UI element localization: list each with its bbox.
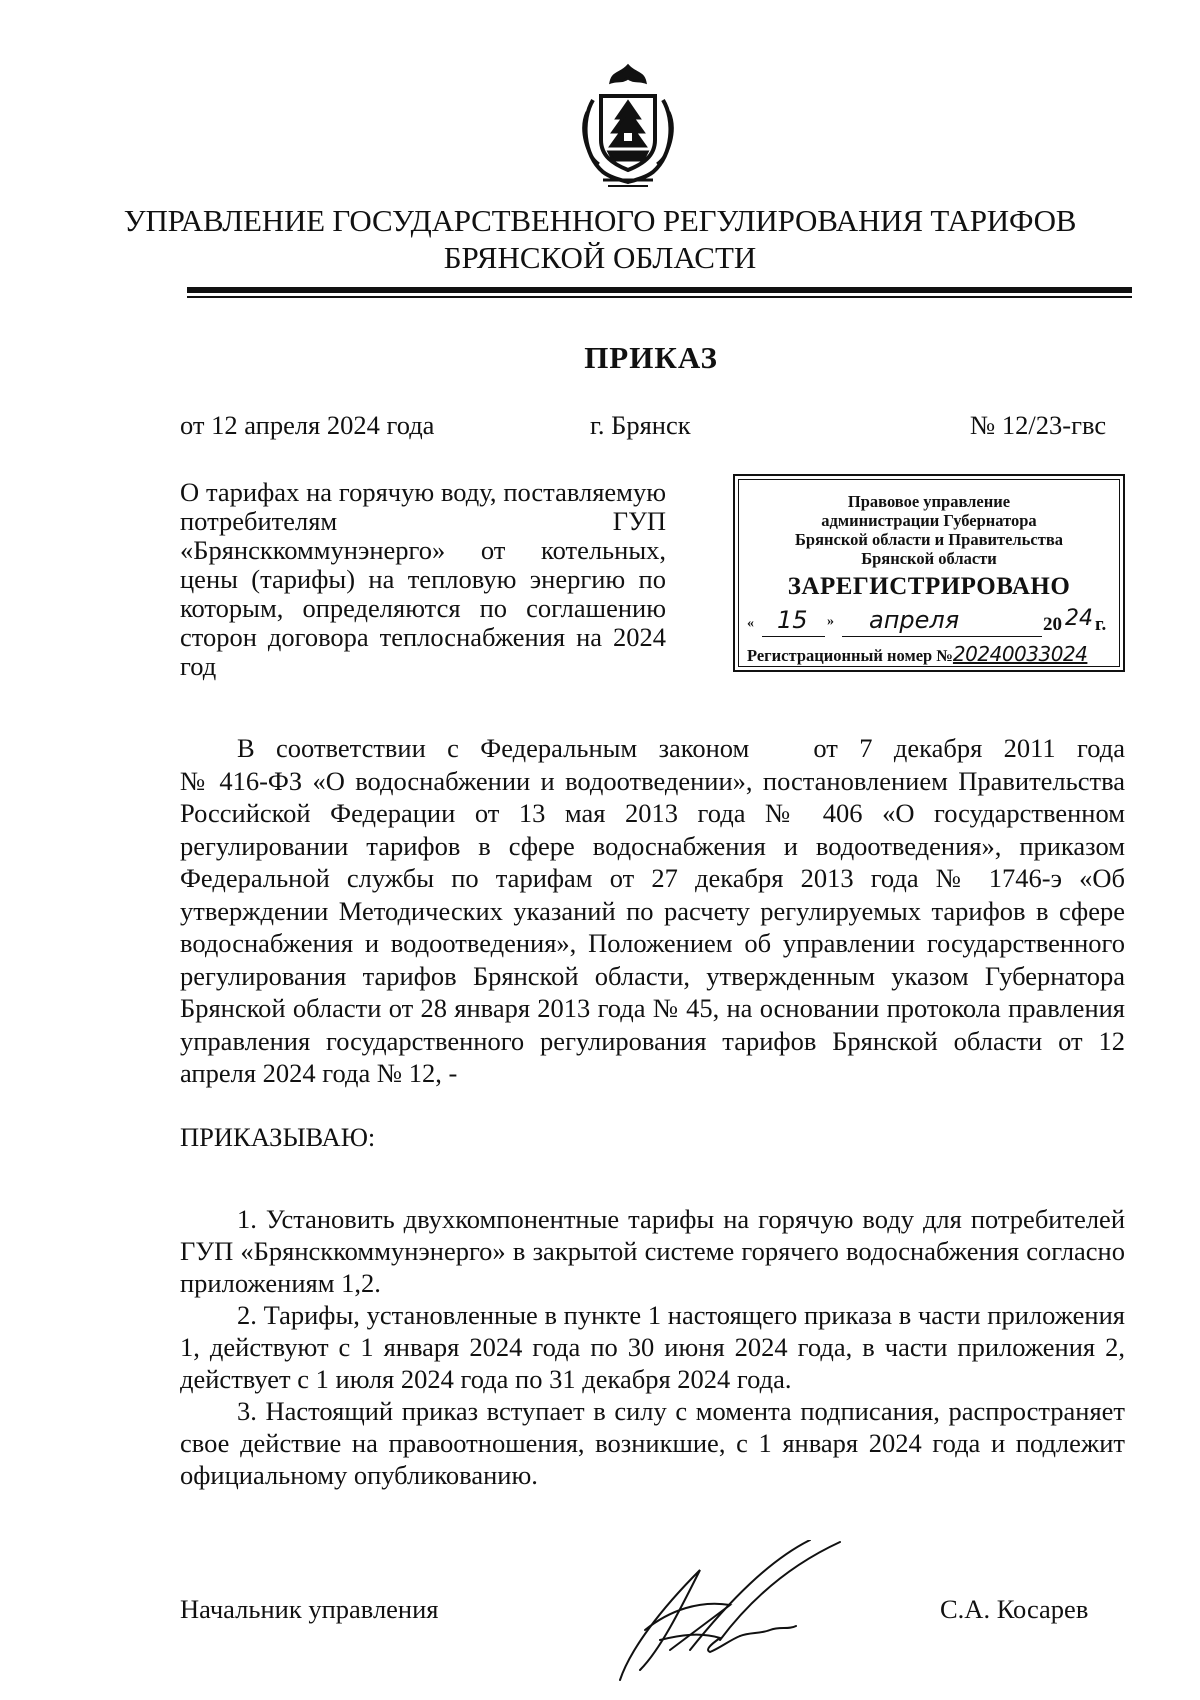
stamp-registration-number: 20240033024 xyxy=(952,642,1088,666)
stamp-month: апреля xyxy=(869,606,960,634)
stamp-registration-label: Регистрационный номер № xyxy=(747,646,953,665)
document-date: от 12 апреля 2024 года xyxy=(180,410,435,440)
preamble-rest: № 416-ФЗ «О водоснабжении и водоотведении», постановлением Правительства Российской Федерации от 13 мая 2013 года № 406 «О государственном регулировании тарифов в сфере водоснабжения и водоотведения», приказом Федеральной службы по тарифам от 27 декабря 2013 года № 1746-э «Об утверждении Методических указаний по расчету регулируемых тарифов в сфере водоснабжения и водоотведения», Положением об управлении государственного регулирования тарифов Брянской области, утвержденным указом Губернатора Брянской области от 28 января 2013 года № 45, на основании протокола правления управления государственного регулирования тарифов Брянской области от 12 апреля 2024 года № 12, - xyxy=(180,765,1125,1088)
document-number: № 12/23-гвс xyxy=(970,410,1107,440)
document-subject: О тарифах на горячую воду, поставляемую потребителям ГУП «Брянсккоммунэнерго» от котельных, цены (тарифы) на тепловую энергию по которым, определяются по соглашению сторон договора теплоснабжения на 2024 год xyxy=(180,477,666,681)
stamp-year-suffix: 24 xyxy=(1065,606,1093,631)
header-rule-thin xyxy=(187,296,1132,298)
preamble-paragraph xyxy=(180,732,1125,1090)
order-word: ПРИКАЗЫВАЮ: xyxy=(180,1122,376,1152)
order-item-2: 2. Тарифы, установленные в пункте 1 настоящего приказа в части приложения 1, действуют с 1 января 2024 года по 30 июня 2024 года, в части приложения 2, действует с 1 июля 2024 года по 31 декабря 2024 года. xyxy=(180,1300,1125,1394)
preamble-first-line xyxy=(180,732,1125,765)
stamp-registered: ЗАРЕГИСТРИРОВАНО xyxy=(787,573,1071,600)
document-city: г. Брянск xyxy=(590,410,691,440)
stamp-org-line4: Брянской области xyxy=(861,549,997,568)
coat-of-arms-icon xyxy=(573,60,683,190)
stamp-quote-open: « xyxy=(747,616,754,631)
organization-name-line1: УПРАВЛЕНИЕ ГОСУДАРСТВЕННОГО РЕГУЛИРОВАНИЯ ТАРИФОВ xyxy=(123,203,1077,238)
stamp-year-prefix: 20 xyxy=(1043,614,1062,635)
stamp-year-unit: г. xyxy=(1095,614,1107,635)
stamp-day-underline xyxy=(762,636,825,637)
organization-name-line2: БРЯНСКОЙ ОБЛАСТИ xyxy=(443,240,757,275)
stamp-org-line1: Правовое управление xyxy=(847,492,1011,511)
document-title: ПРИКАЗ xyxy=(584,340,718,375)
header-rule-thick xyxy=(187,287,1132,293)
stamp-day: 15 xyxy=(777,606,808,634)
stamp-month-underline xyxy=(842,636,1042,637)
stamp-org-line2: администрации Губернатора xyxy=(821,511,1037,530)
order-item-1: 1. Установить двухкомпонентные тарифы на горячую воду для потребителей ГУП «Брянсккоммунэнерго» в закрытой системе горячего водоснабжения согласно приложениям 1,2. xyxy=(180,1204,1125,1298)
handwritten-signature-icon xyxy=(600,1540,880,1700)
signatory-name: С.А. Косарев xyxy=(940,1594,1089,1624)
registration-stamp xyxy=(733,474,1125,672)
signatory-position: Начальник управления xyxy=(180,1594,439,1624)
preamble-line1-part1: В соответствии с Федеральным законом xyxy=(237,733,750,763)
stamp-registration-row xyxy=(747,642,1087,666)
order-item-3: 3. Настоящий приказ вступает в силу с момента подписания, распространяет свое действие на правоотношения, возникшие, с 1 января 2024 года и подлежит официальному опубликованию. xyxy=(180,1396,1125,1490)
stamp-quote-close: » xyxy=(827,614,834,629)
order-items xyxy=(180,1203,1125,1491)
stamp-org-line3: Брянской области и Правительства xyxy=(795,530,1063,549)
stamp-date-row xyxy=(747,606,1117,640)
preamble-line1-part2: от 7 декабря 2011 года xyxy=(813,733,1125,763)
stamp-inner-frame xyxy=(738,479,1120,667)
